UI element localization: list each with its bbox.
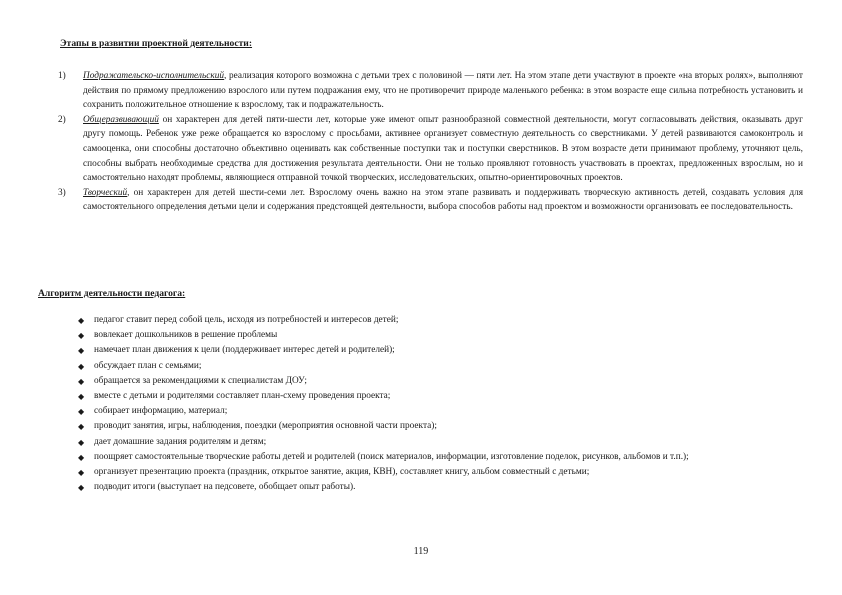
diamond-bullet-icon: ◆	[78, 392, 85, 402]
diamond-bullet-icon: ◆	[78, 483, 85, 493]
algorithm-list	[76, 313, 776, 495]
diamond-bullet-icon: ◆	[78, 331, 85, 341]
list-item-text: обсуждает план с семьями;	[94, 360, 202, 371]
list-item	[76, 465, 776, 480]
list-item	[76, 328, 776, 343]
list-item-text: организует презентацию проекта (праздник, открытое занятие, акция, КВН), составляет книгу, альбом совместный с детьми;	[94, 467, 590, 478]
page-number: 119	[413, 546, 429, 557]
list-item-text: проводит занятия, игры, наблюдения, поездки (мероприятия основной части проекта);	[94, 421, 437, 432]
diamond-bullet-icon: ◆	[78, 361, 85, 371]
list-item	[76, 359, 776, 374]
diamond-bullet-icon: ◆	[78, 316, 85, 325]
list-item	[76, 419, 776, 434]
list-item-text: педагог ставит перед собой цель, исходя из потребностей и интересов детей;	[94, 315, 399, 325]
stage-number: 2)	[58, 114, 66, 125]
list-item	[76, 480, 776, 495]
algorithm-heading: Алгоритм деятельности педагога:	[38, 288, 186, 299]
stage-term: Подражательско-исполнительский	[83, 71, 224, 81]
stage-text: , он характерен для детей шести-семи лет. Взрослому очень важно на этом этапе развивать и поддерживать творческую активность детей, создавать условия для самостоятельного определения детьми цели и содержания предстоящей деятельности, выбора способов работы над проектом и возможности организовать ее последовательность.	[83, 187, 803, 213]
stage-item	[58, 113, 803, 186]
list-item-text: дает домашние задания родителям и детям;	[94, 436, 267, 447]
list-item	[76, 313, 776, 328]
stage-item	[58, 69, 803, 113]
diamond-bullet-icon: ◆	[78, 376, 85, 386]
list-item	[76, 435, 776, 450]
diamond-bullet-icon: ◆	[78, 437, 85, 447]
stages-list	[58, 69, 803, 215]
stage-number: 3)	[58, 187, 66, 198]
list-item-text: вовлекает дошкольников в решение проблемы	[94, 330, 278, 341]
stage-text: он характерен для детей пяти-шести лет, которые уже имеют опыт разнообразной совместной деятельности, могут согласовывать действия, оказывать друг другу помощь. Ребенок уже реже обращается ко взрослому с просьбами, активнее организует совместную деятельность со сверстниками. У детей развиваются самоконтроль и самооценка, они способны достаточно объективно оценивать как собственные поступки так и поступки сверстников. В этом возрасте дети принимают проблему, уточняют цель, способны выбрать необходимые средства для достижения результата деятельности. Они не только проявляют готовность участвовать в проектах, предложенных взрослым, но и самостоятельно находят проблемы, являющиеся отправной точкой творческих, исследовательских, опытно-ориентировочных проектов.	[83, 114, 803, 184]
diamond-bullet-icon: ◆	[78, 468, 85, 478]
diamond-bullet-icon: ◆	[78, 346, 85, 356]
list-item-text: поощряет самостоятельные творческие работы детей и родителей (поиск материалов, информации, изготовление поделок, рисунков, альбомов и т.п.);	[94, 451, 689, 462]
diamond-bullet-icon: ◆	[78, 452, 85, 462]
list-item	[76, 374, 776, 389]
list-item-text: собирает информацию, материал;	[94, 406, 228, 417]
stage-text: , реализация которого возможна с детьми трех с половиной — пяти лет. На этом этапе дети участвуют в проекте «на вторых ролях», выполняют действия по прямому предложению взрослого или путем подражания ему, что не противоречит природе маленького ребенка: в этом возрасте еще сильна потребность установить и сохранить положительное отношение к взрослому, так и подражательность.	[83, 71, 803, 111]
list-item-text: намечает план движения к цели (поддерживает интерес детей и родителей);	[94, 345, 395, 356]
stage-term: Общеразвивающий	[83, 114, 159, 125]
diamond-bullet-icon: ◆	[78, 422, 85, 432]
stages-heading: Этапы в развитии проектной деятельности:	[60, 38, 253, 49]
stage-number: 1)	[58, 71, 66, 81]
stage-term: Творческий	[83, 187, 128, 198]
list-item	[76, 343, 776, 358]
stage-item	[58, 186, 803, 215]
list-item	[76, 389, 776, 404]
list-item	[76, 404, 776, 419]
list-item-text: подводит итоги (выступает на педсовете, обобщает опыт работы).	[94, 482, 356, 493]
list-item-text: вместе с детьми и родителями составляет план-схему проведения проекта;	[94, 391, 391, 402]
diamond-bullet-icon: ◆	[78, 407, 85, 417]
list-item-text: обращается за рекомендациями к специалистам ДОУ;	[94, 375, 307, 386]
list-item	[76, 450, 776, 465]
